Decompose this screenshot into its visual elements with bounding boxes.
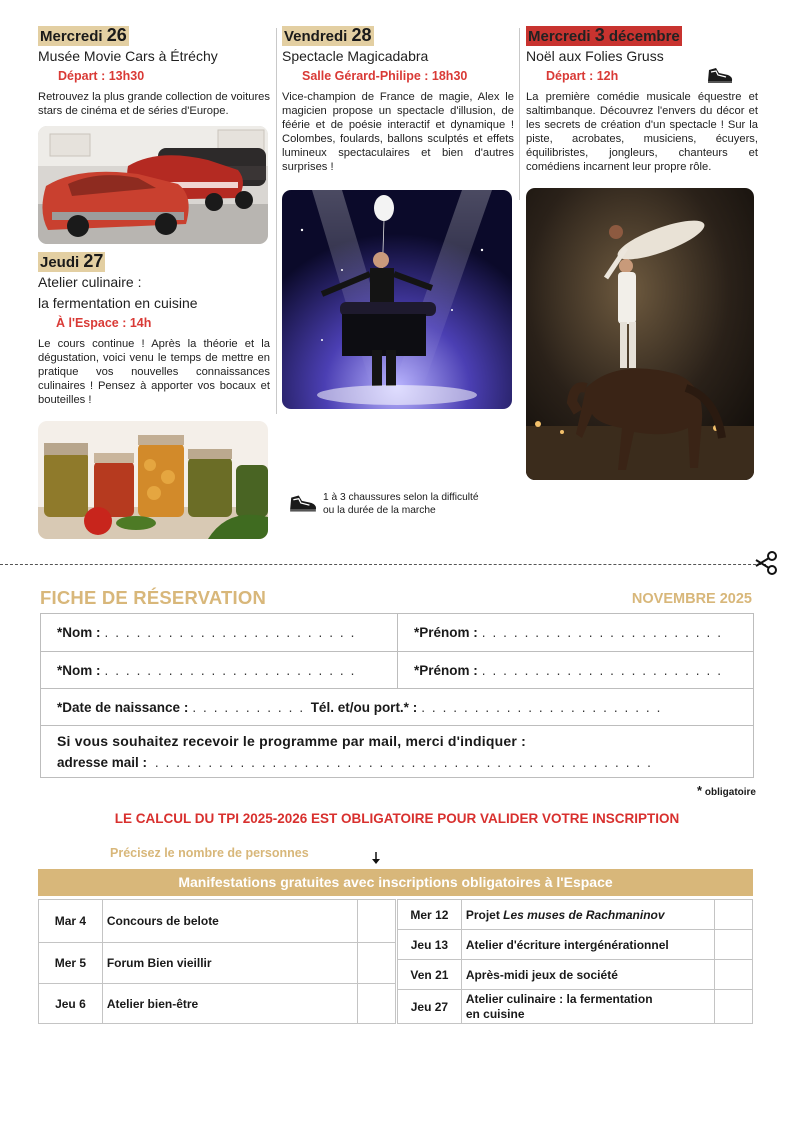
activity-date: Mer 5	[39, 943, 103, 984]
event-day-number: 26	[106, 25, 127, 45]
reservation-form-title: FICHE DE RÉSERVATION	[40, 587, 267, 608]
activity-date: Mer 12	[398, 900, 462, 930]
activity-name: Après-midi jeux de société	[461, 960, 714, 990]
legend-line-2: ou la durée de la marche	[323, 505, 436, 516]
people-count-cell[interactable]	[358, 943, 396, 984]
activity-name-line-1: Atelier culinaire : la fermentation	[465, 991, 653, 1006]
event-day-number: 3	[594, 25, 605, 45]
movie-cars-photo	[38, 126, 268, 244]
arrow-down-icon	[371, 851, 381, 869]
activity-name: Forum Bien vieillir	[102, 943, 357, 984]
mandatory-note	[697, 783, 756, 798]
prenom-label: *Prénom :	[414, 625, 478, 640]
fill-in-dots: . . . . . . . . . . . . . . . . . . . . . . . .	[104, 662, 356, 678]
people-count-cell[interactable]	[715, 960, 753, 990]
magician-show-photo	[282, 190, 512, 409]
event-description: Retrouvez la plus grande collection de voitures stars de cinéma et de séries d'Europe.	[38, 91, 270, 117]
nom-label: *Nom :	[57, 662, 101, 678]
event-date-badge	[282, 26, 374, 46]
form-row-email	[41, 726, 753, 777]
event-column-3	[526, 26, 758, 480]
event-title: Musée Movie Cars à Étréchy	[38, 48, 218, 64]
free-events-banner: Manifestations gratuites avec inscriptions obligatoires à l'Espace	[38, 869, 753, 896]
people-count-cell[interactable]	[358, 984, 396, 1024]
scissors-icon	[754, 551, 780, 580]
cut-line	[0, 564, 766, 565]
event-date-badge	[38, 26, 129, 46]
column-divider	[276, 28, 277, 414]
event-column-2	[282, 26, 514, 409]
activity-date: Jeu 6	[39, 984, 103, 1024]
column-divider-spacer	[519, 200, 520, 494]
email-field[interactable]	[57, 755, 652, 770]
folies-gruss-photo	[526, 188, 754, 480]
event-title-line-2: la fermentation en cuisine	[38, 295, 198, 311]
fill-in-dots: . . . . . . . . . . . . . . . . . . . . . . .	[481, 625, 723, 640]
event-weekday: Mercredi	[528, 28, 591, 45]
tpi-notice: LE CALCUL DU TPI 2025-2026 EST OBLIGATOIRE POUR VALIDER VOTRE INSCRIPTION	[114, 811, 680, 826]
activity-date: Jeu 27	[398, 990, 462, 1024]
activity-name	[461, 900, 714, 930]
fill-in-dots: . . . . . . . . . . . . . . . . . . . . . . . . . . . . . . . . . . . . . . . . . . . . . . .	[154, 755, 653, 770]
nom-field-1[interactable]	[41, 614, 397, 651]
event-date-badge	[38, 252, 105, 272]
birth-phone-field[interactable]	[41, 689, 753, 725]
event-time: À l'Espace : 14h	[56, 316, 152, 330]
fill-in-dots: . . . . . . . . . . . . . . . . . . . . . . .	[421, 699, 662, 715]
mandatory-label: obligatoire	[704, 787, 756, 798]
fill-in-dots: . . . . . . . . . . .	[192, 699, 305, 715]
event-date-badge	[526, 26, 682, 46]
form-row-person-1	[41, 614, 753, 652]
people-count-cell[interactable]	[715, 990, 753, 1024]
event-time: Départ : 12h	[546, 69, 619, 83]
activity-name-italic: Les muses de Rachmaninov	[503, 907, 665, 922]
reservation-form	[40, 613, 754, 778]
walking-shoe-icon	[706, 66, 734, 89]
legend-line-1: 1 à 3 chaussures selon la difficulté	[323, 492, 479, 503]
activity-name: Atelier bien-être	[102, 984, 357, 1024]
event-time: Départ : 13h30	[58, 69, 145, 83]
event-venue-time: Salle Gérard-Philipe : 18h30	[302, 69, 468, 83]
table-row	[39, 900, 396, 943]
activities-table-right	[397, 899, 753, 1024]
event-title: Noël aux Folies Gruss	[526, 48, 664, 64]
nom-label: *Nom :	[57, 625, 101, 640]
email-label: adresse mail :	[57, 755, 148, 770]
activity-name: Concours de belote	[102, 900, 357, 943]
fermentation-jars-photo	[38, 421, 268, 539]
fill-in-dots: . . . . . . . . . . . . . . . . . . . . . . .	[481, 662, 723, 678]
fill-in-dots: . . . . . . . . . . . . . . . . . . . . . . . .	[104, 625, 356, 640]
activity-name	[461, 990, 714, 1024]
table-row	[398, 900, 753, 930]
activity-date: Ven 21	[398, 960, 462, 990]
people-count-cell[interactable]	[715, 930, 753, 960]
activity-name-prefix: Projet	[465, 907, 504, 922]
event-description: Le cours continue ! Après la théorie et la dégustation, voici venu le temps de mettre en pratique vos nouvelles connaissances culinaires ! Pensez à apporter vos bocaux et bouteilles !	[38, 338, 270, 406]
activity-date: Mar 4	[39, 900, 103, 943]
event-title: Spectacle Magicadabra	[282, 48, 429, 64]
event-title-line-1: Atelier culinaire :	[38, 274, 142, 290]
column-divider	[519, 28, 520, 200]
table-row	[398, 930, 753, 960]
date-of-birth-label: *Date de naissance :	[57, 699, 189, 715]
prenom-label: *Prénom :	[414, 662, 478, 678]
event-description: La première comédie musicale équestre et saltimbanque. Découvrez l'envers du décor et les secrets de création d'un spectacle ! Sur la piste, acrobates, musiciens, écuyers, équilibristes, jongleurs, chanteurs et comédiens incarnent leur propre rôle.	[526, 91, 758, 173]
table-row	[398, 960, 753, 990]
table-row	[39, 943, 396, 984]
prenom-field-2[interactable]	[397, 652, 753, 688]
mandatory-star: *	[697, 783, 703, 798]
walking-shoe-icon	[288, 493, 318, 517]
event-day-number: 28	[351, 25, 372, 45]
table-row	[39, 984, 396, 1024]
form-row-person-2	[41, 652, 753, 689]
activity-date: Jeu 13	[398, 930, 462, 960]
activity-name-line-2: en cuisine	[465, 1006, 525, 1021]
event-description: Vice-champion de France de magie, Alex le magicien propose un spectacle d'illusion, de féérie et de poésie interactif et dynamique ! Colombes, foulards, ballons sculptés et effets lumineux spectaculaires et bien d'autres surprises !	[282, 91, 514, 173]
event-weekday: Mercredi	[40, 28, 103, 45]
event-month: décembre	[608, 28, 680, 45]
event-column-1	[38, 26, 270, 539]
people-count-cell[interactable]	[715, 900, 753, 930]
event-day-number: 27	[83, 251, 104, 271]
table-row	[398, 990, 753, 1024]
event-weekday: Jeudi	[40, 254, 80, 271]
email-instruction: Si vous souhaitez recevoir le programme par mail, merci d'indiquer :	[57, 733, 526, 749]
event-weekday: Vendredi	[284, 28, 348, 45]
reservation-month: NOVEMBRE 2025	[631, 591, 752, 607]
prenom-field-1[interactable]	[397, 614, 753, 651]
people-count-cell[interactable]	[358, 900, 396, 943]
phone-label: Tél. et/ou port.* :	[310, 699, 418, 715]
form-row-birth-phone	[41, 689, 753, 726]
activities-table-left	[38, 899, 396, 1024]
number-of-people-hint: Précisez le nombre de personnes	[110, 846, 309, 860]
nom-field-2[interactable]	[41, 652, 397, 688]
activity-name: Atelier d'écriture intergénérationnel	[461, 930, 714, 960]
